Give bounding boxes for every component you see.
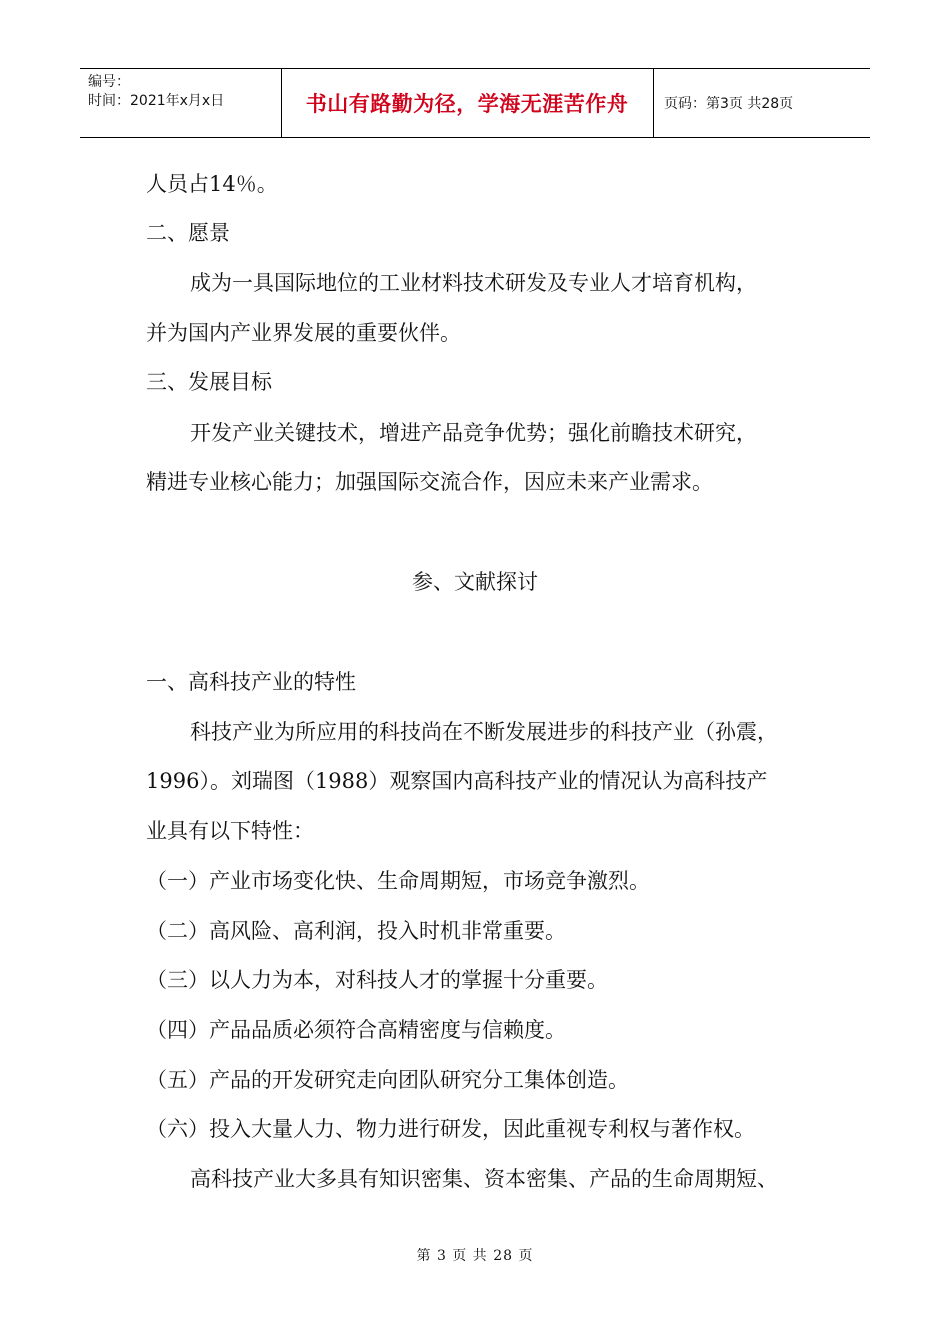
list-item: （五）产品的开发研究走向团队研究分工集体创造。	[146, 1068, 629, 1092]
document-number-label: 编号：	[88, 74, 130, 90]
header-divider-right	[653, 69, 654, 137]
page-header	[80, 68, 870, 138]
paragraph-line: 并为国内产业界发展的重要伙伴。	[146, 321, 461, 345]
section-heading-characteristics: 一、高科技产业的特性	[146, 670, 356, 694]
list-item: （一）产业市场变化快、生命周期短，市场竞争激烈。	[146, 869, 650, 893]
paragraph-line: 成为一具国际地位的工业材料技术研发及专业人才培育机构，	[190, 271, 757, 295]
paragraph-line: 开发产业关键技术，增进产品竞争优势；强化前瞻技术研究，	[190, 421, 757, 445]
paragraph-line: 科技产业为所应用的科技尚在不断发展进步的科技产业（孙震，	[190, 720, 778, 744]
paragraph-line: 业具有以下特性：	[146, 819, 314, 843]
paragraph-line: 高科技产业大多具有知识密集、资本密集、产品的生命周期短、	[190, 1167, 778, 1191]
document-date-label: 时间：2021年x月x日	[88, 93, 225, 109]
list-item: （二）高风险、高利润，投入时机非常重要。	[146, 919, 566, 943]
header-motto: 书山有路勤为径，学海无涯苦作舟	[305, 92, 629, 116]
section-heading-vision: 二、愿景	[146, 221, 230, 245]
section-heading-goals: 三、发展目标	[146, 370, 272, 394]
page-footer: 第 3 页 共 28 页	[416, 1248, 534, 1264]
list-item: （四）产品品质必须符合高精密度与信赖度。	[146, 1018, 566, 1042]
header-page-info: 页码：第3页 共28页	[664, 96, 794, 112]
header-meta	[88, 73, 224, 111]
paragraph-line: 人员占14％。	[146, 172, 278, 196]
list-item: （三）以人力为本，对科技人才的掌握十分重要。	[146, 968, 608, 992]
paragraph-line: 1996）。刘瑞图（1988）观察国内高科技产业的情况认为高科技产	[146, 769, 768, 793]
chapter-heading-literature: 参、文献探讨	[412, 570, 538, 594]
list-item: （六）投入大量人力、物力进行研发，因此重视专利权与著作权。	[146, 1117, 755, 1141]
paragraph-line: 精进专业核心能力；加强国际交流合作，因应未来产业需求。	[146, 470, 713, 494]
